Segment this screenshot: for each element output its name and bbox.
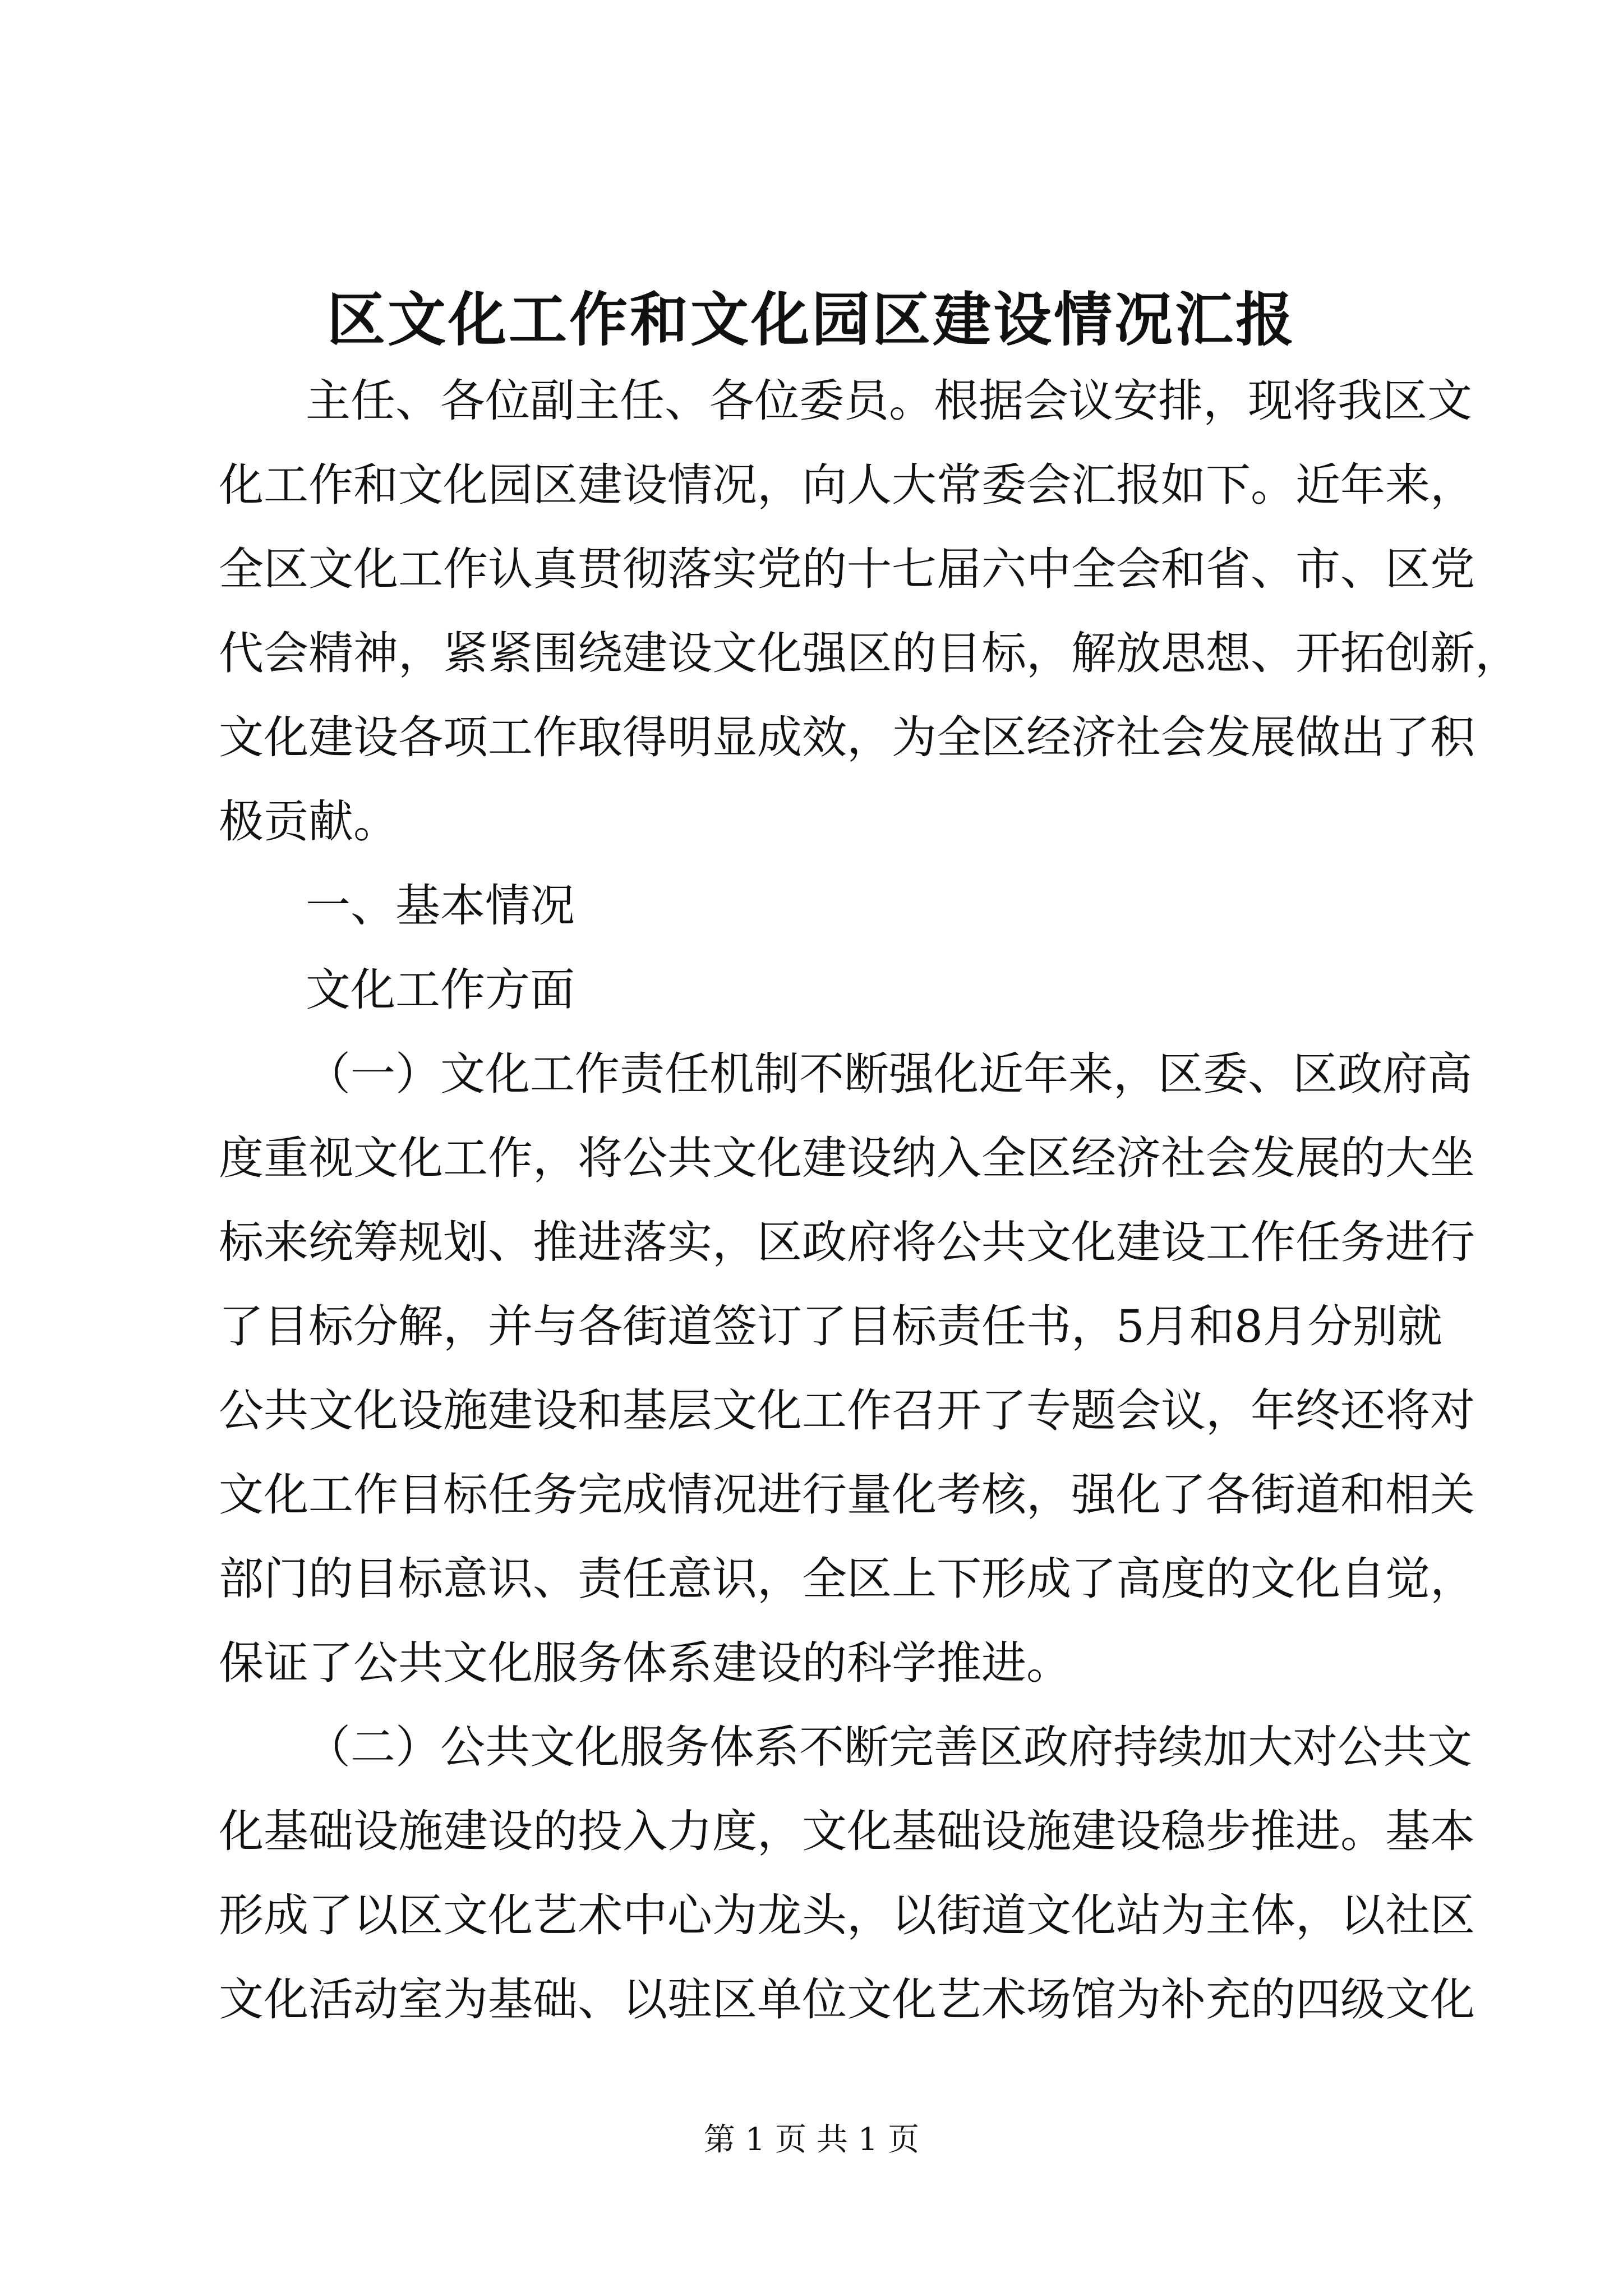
text-line: （二）公共文化服务体系不断完善区政府持续加大对公共文 — [306, 1721, 1472, 1773]
text-line: 代会精神，紧紧围绕建设文化强区的目标，解放思想、开拓创新， — [219, 627, 1520, 679]
text-line: 化工作和文化园区建设情况，向人大常委会汇报如下。近年来， — [219, 459, 1475, 511]
text-line: 极贡献。 — [219, 795, 398, 848]
text-line: （一）文化工作责任机制不断强化近年来，区委、区政府高 — [306, 1048, 1472, 1100]
text-line: 主任、各位副主任、各位委员。根据会议安排，现将我区文 — [306, 375, 1472, 427]
page-title: 区文化工作和文化园区建设情况汇报 — [326, 285, 1296, 354]
page-footer: 第 1 页 共 1 页 — [703, 2122, 920, 2158]
text-line: 文化工作方面 — [306, 964, 575, 1016]
text-line: 度重视文化工作，将公共文化建设纳入全区经济社会发展的大坐 — [219, 1132, 1475, 1184]
text-line: 形成了以区文化艺术中心为龙头，以街道文化站为主体，以社区 — [219, 1889, 1475, 1941]
text-line: 了目标分解，并与各街道签订了目标责任书，5月和8月分别就 — [219, 1300, 1442, 1352]
text-line: 保证了公共文化服务体系建设的科学推进。 — [219, 1637, 1071, 1689]
text-line: 公共文化设施建设和基层文化工作召开了专题会议，年终还将对 — [219, 1384, 1475, 1437]
text-line: 文化工作目标任务完成情况进行量化考核，强化了各街道和相关 — [219, 1469, 1475, 1521]
text-line: 文化建设各项工作取得明显成效，为全区经济社会发展做出了积 — [219, 711, 1475, 763]
text-line: 全区文化工作认真贯彻落实党的十七届六中全会和省、市、区党 — [219, 543, 1475, 595]
text-line: 化基础设施建设的投入力度，文化基础设施建设稳步推进。基本 — [219, 1805, 1475, 1857]
text-line: 一、基本情况 — [306, 880, 575, 932]
text-line: 文化活动室为基础、以驻区单位文化艺术场馆为补充的四级文化 — [219, 1973, 1475, 2026]
text-line: 部门的目标意识、责任意识，全区上下形成了高度的文化自觉， — [219, 1553, 1475, 1605]
text-line: 标来统筹规划、推进落实，区政府将公共文化建设工作任务进行 — [219, 1216, 1475, 1268]
